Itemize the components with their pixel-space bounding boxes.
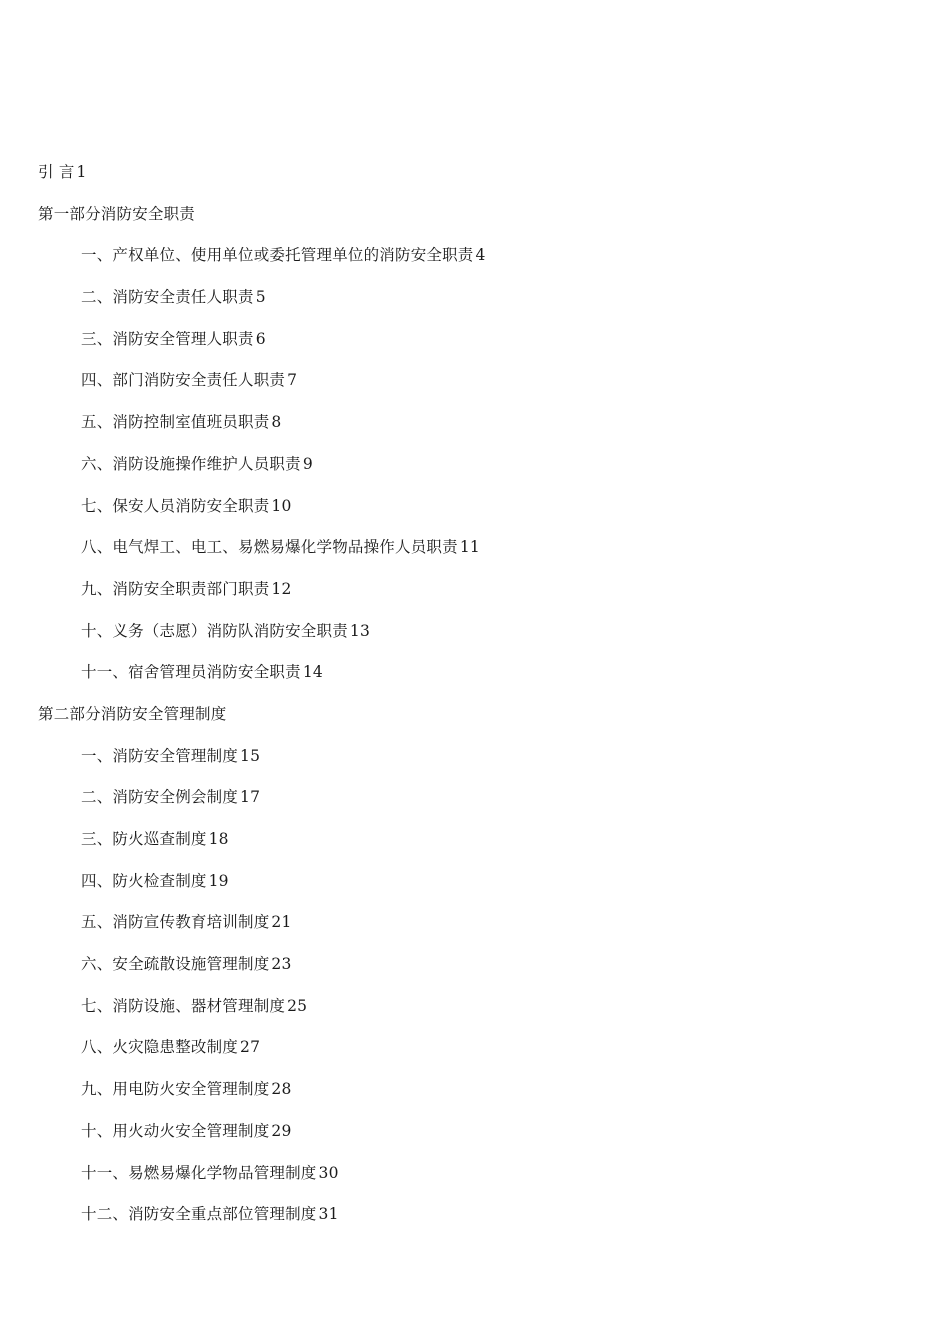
toc-page-number: 21 bbox=[271, 913, 292, 932]
toc-entry-title: 八、火灾隐患整改制度 bbox=[81, 1038, 239, 1057]
toc-page-number: 23 bbox=[271, 955, 292, 974]
toc-item bbox=[38, 660, 918, 702]
toc-page-number: 6 bbox=[255, 329, 266, 348]
toc-item bbox=[38, 243, 918, 285]
toc-entry-title: 二、消防安全责任人职责 bbox=[81, 288, 254, 307]
toc-entry-title: 五、消防控制室值班员职责 bbox=[81, 413, 270, 432]
toc-entry-title: 一、产权单位、使用单位或委托管理单位的消防安全职责 bbox=[81, 246, 474, 265]
toc-item bbox=[38, 869, 918, 911]
toc-entry-title: 一、消防安全管理制度 bbox=[81, 746, 239, 765]
toc-entry-title: 十一、易燃易爆化学物品管理制度 bbox=[81, 1163, 317, 1182]
toc-page-number: 8 bbox=[271, 413, 282, 432]
toc-entry-title: 六、安全疏散设施管理制度 bbox=[81, 955, 270, 974]
toc-page-number: 18 bbox=[208, 830, 229, 848]
toc-page-number: 29 bbox=[271, 1121, 292, 1140]
table-of-contents bbox=[38, 160, 918, 1244]
toc-page-number: 13 bbox=[349, 621, 371, 640]
toc-item bbox=[38, 327, 918, 369]
toc-item bbox=[38, 619, 918, 661]
toc-page-number: 5 bbox=[255, 288, 266, 307]
toc-page-number: 19 bbox=[208, 871, 229, 890]
toc-entry-title: 十二、消防安全重点部位管理制度 bbox=[81, 1205, 317, 1224]
toc-entry-title: 八、电气焊工、电工、易燃易爆化学物品操作人员职责 bbox=[81, 538, 458, 557]
toc-entry-title: 五、消防宣传教育培训制度 bbox=[81, 913, 270, 932]
toc-entry-title: 第二部分消防安全管理制度 bbox=[38, 704, 227, 723]
toc-item bbox=[38, 494, 918, 536]
toc-item bbox=[38, 827, 918, 869]
toc-entry-title: 四、部门消防安全责任人职责 bbox=[81, 371, 286, 390]
toc-item bbox=[38, 1202, 918, 1244]
toc-page-number: 1 bbox=[76, 163, 87, 181]
toc-page-number: 28 bbox=[271, 1080, 292, 1099]
toc-item bbox=[38, 744, 918, 786]
toc-item bbox=[38, 368, 918, 410]
toc-page-number: 27 bbox=[240, 1038, 261, 1057]
toc-page-number: 17 bbox=[240, 788, 261, 807]
toc-item bbox=[38, 910, 918, 952]
toc-entry-title: 六、消防设施操作维护人员职责 bbox=[81, 454, 301, 473]
toc-page-number: 4 bbox=[475, 246, 486, 265]
toc-item bbox=[38, 952, 918, 994]
toc-section-heading bbox=[38, 202, 918, 244]
toc-entry-title: 四、防火检查制度 bbox=[81, 871, 207, 890]
toc-entry-title: 十、用火动火安全管理制度 bbox=[81, 1121, 270, 1140]
toc-entry-title: 第一部分消防安全职责 bbox=[38, 204, 196, 223]
toc-section-heading bbox=[38, 160, 918, 202]
toc-page-number: 15 bbox=[240, 746, 261, 765]
toc-page-number: 9 bbox=[302, 454, 313, 473]
toc-entry-title: 三、消防安全管理人职责 bbox=[81, 329, 254, 348]
toc-entry-title: 九、消防安全职责部门职责 bbox=[81, 579, 270, 598]
toc-item bbox=[38, 785, 918, 827]
toc-entry-title: 二、消防安全例会制度 bbox=[81, 788, 239, 807]
toc-item bbox=[38, 285, 918, 327]
toc-item bbox=[38, 1119, 918, 1161]
toc-page-number: 10 bbox=[271, 496, 292, 515]
toc-page-number: 12 bbox=[271, 579, 292, 598]
toc-item bbox=[38, 535, 918, 577]
toc-entry-title: 七、保安人员消防安全职责 bbox=[81, 496, 270, 515]
toc-page-number: 7 bbox=[287, 371, 298, 390]
toc-section-heading bbox=[38, 702, 918, 744]
toc-page-number: 31 bbox=[318, 1205, 339, 1224]
toc-entry-title: 引 言 bbox=[38, 163, 75, 181]
toc-entry-title: 三、防火巡查制度 bbox=[81, 830, 207, 848]
toc-page-number: 14 bbox=[302, 663, 323, 682]
toc-entry-title: 七、消防设施、器材管理制度 bbox=[81, 996, 286, 1015]
toc-entry-title: 九、用电防火安全管理制度 bbox=[81, 1080, 270, 1099]
toc-item bbox=[38, 577, 918, 619]
toc-page-number: 30 bbox=[318, 1163, 339, 1182]
toc-item bbox=[38, 1077, 918, 1119]
toc-page-number: 25 bbox=[287, 996, 308, 1015]
toc-item bbox=[38, 1161, 918, 1203]
toc-item bbox=[38, 994, 918, 1036]
toc-item bbox=[38, 1035, 918, 1077]
toc-entry-title: 十、义务（志愿）消防队消防安全职责 bbox=[81, 621, 348, 640]
toc-item bbox=[38, 410, 918, 452]
toc-page-number: 11 bbox=[459, 538, 480, 557]
toc-entry-title: 十一、宿舍管理员消防安全职责 bbox=[81, 663, 301, 682]
toc-item bbox=[38, 452, 918, 494]
